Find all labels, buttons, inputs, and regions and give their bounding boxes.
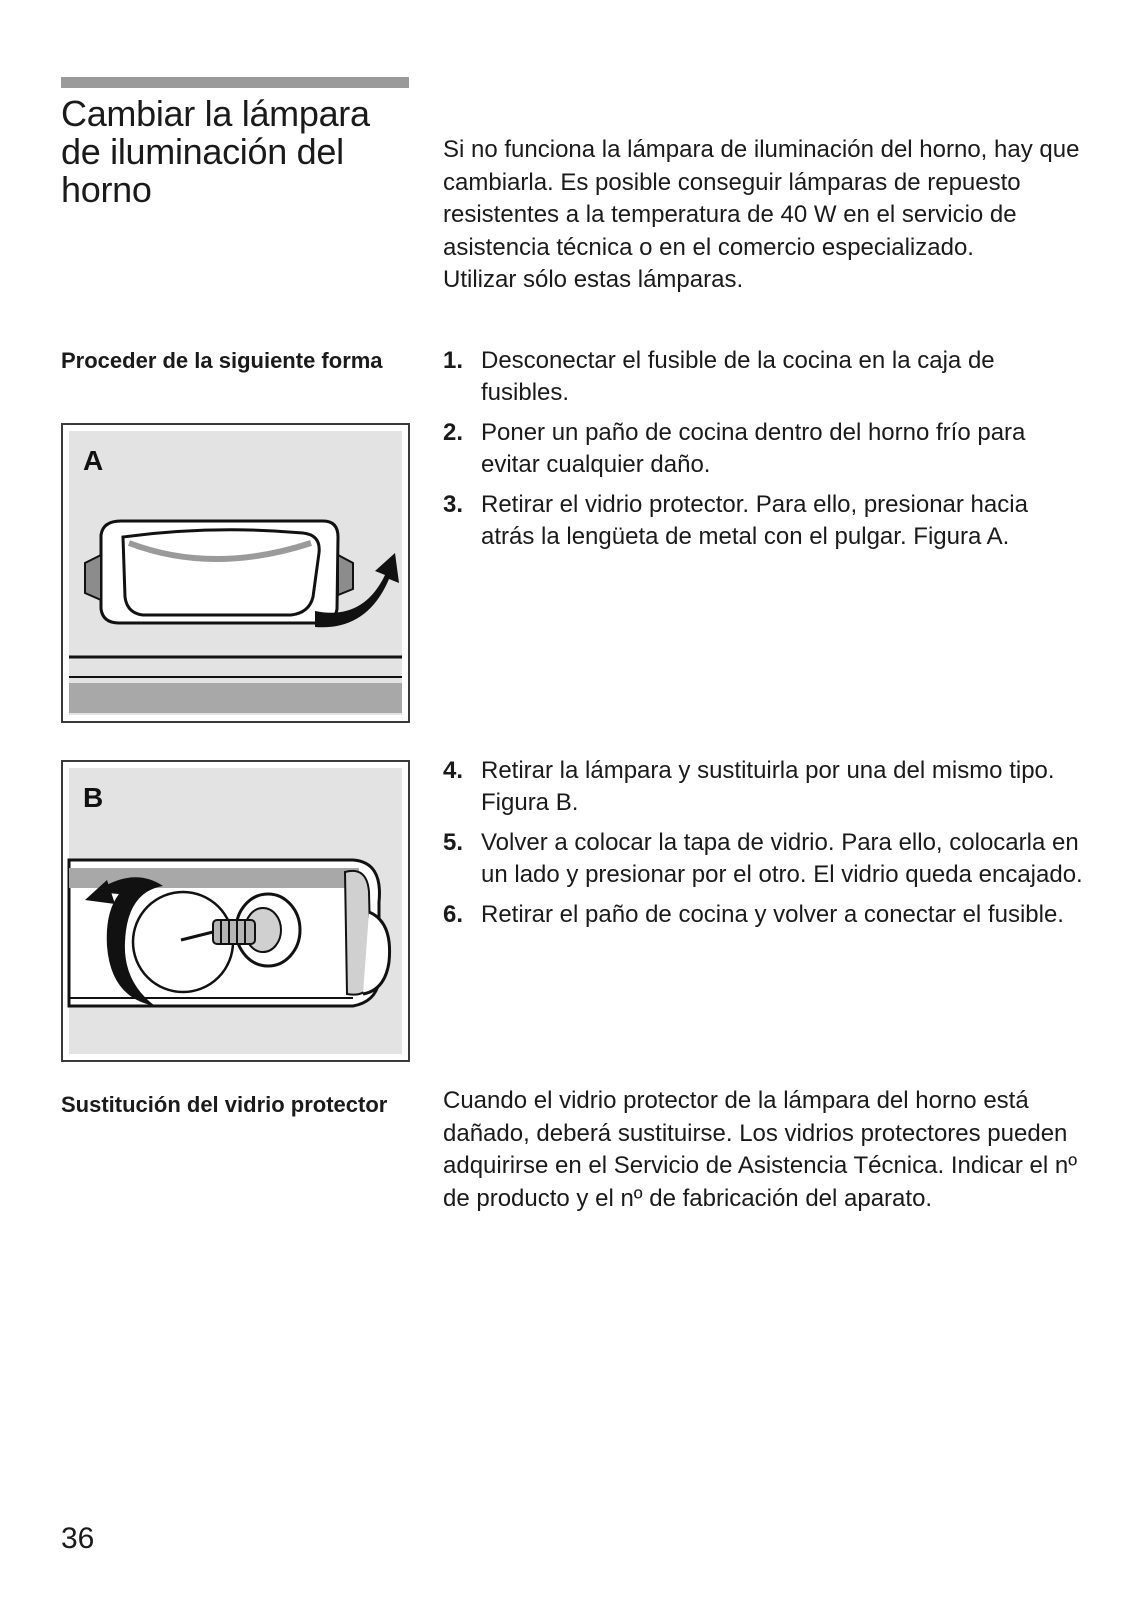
step-text: Poner un paño de cocina dentro del horno frío para evitar cualquier daño. [481,419,1026,478]
intro-text: Si no funciona la lámpara de iluminación del horno, hay que cambiarla. Es posible conseguir lámparas de repuesto resistentes a la temperatura de 40 W en el servicio de asistencia técnica o en el comercio especializado. [443,136,1080,261]
lamp-bulb-illustration [63,762,408,1060]
steps-list-first [443,345,1083,561]
steps-list-second [443,755,1083,939]
glass-replacement-heading: Sustitución del vidrio protector [61,1092,388,1117]
section-rule [61,77,409,88]
step-item [443,755,1083,819]
step-number: 3. [443,491,464,518]
section-title: Cambiar la lámpara de iluminación del horno [61,93,370,210]
step-text: Retirar el vidrio protector. Para ello, presionar hacia atrás la lengüeta de metal con el pulgar. Figura A. [481,491,1028,550]
step-number: 4. [443,757,464,784]
step-text: Retirar el paño de cocina y volver a conectar el fusible. [481,901,1064,928]
figure-b [61,760,410,1062]
procedure-heading: Proceder de la siguiente forma [61,348,383,373]
intro-note: Utilizar sólo estas lámparas. [443,266,744,293]
step-item [443,489,1083,553]
glass-replacement-text: Cuando el vidrio protector de la lámpara del horno está dañado, deberá sustituirse. Los vidrios protectores pueden adquirirse en el Servicio de Asistencia Técnica. Indicar el nº de producto y el nº de fabricación del aparato. [443,1087,1077,1212]
intro-paragraph [443,134,1083,297]
step-number: 1. [443,347,464,374]
step-text: Retirar la lámpara y sustituirla por una del mismo tipo. Figura B. [481,757,1055,816]
figure-a-label: A [83,445,104,476]
step-text: Volver a colocar la tapa de vidrio. Para ello, colocarla en un lado y presionar por el otro. El vidrio queda encajado. [481,829,1083,888]
step-item [443,345,1083,409]
step-number: 5. [443,829,464,856]
glass-replacement-paragraph [443,1085,1083,1215]
step-item [443,417,1083,481]
step-item [443,899,1083,931]
step-item [443,827,1083,891]
step-number: 2. [443,419,464,446]
figure-b-label: B [83,782,104,813]
step-number: 6. [443,901,464,928]
figure-a [61,423,410,723]
page-number: 36 [61,1522,95,1555]
lamp-cover-illustration [63,425,408,721]
step-text: Desconectar el fusible de la cocina en la caja de fusibles. [481,347,995,406]
